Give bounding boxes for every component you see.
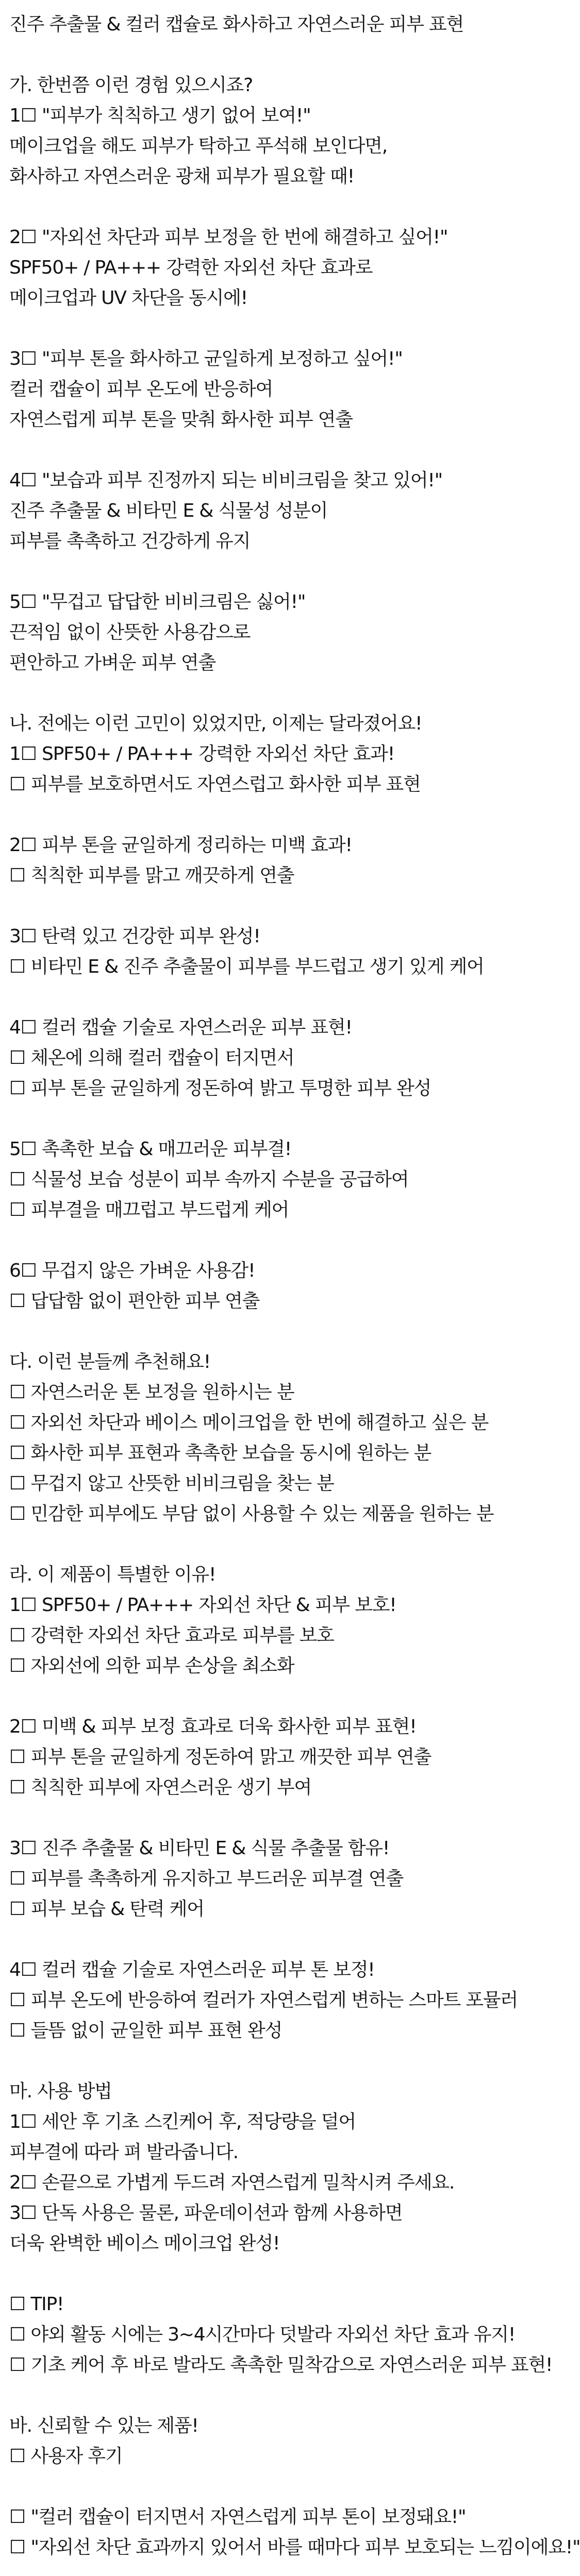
text-line: ☐ 피부를 촉촉하게 유지하고 부드러운 피부결 연출 <box>9 1868 404 1889</box>
spacer <box>9 800 516 830</box>
text-line: 화사하고 자연스러운 광채 피부가 필요할 때! <box>9 166 354 187</box>
text-line: 1☐ SPF50+ / PA+++ 강력한 자외선 차단 효과! <box>9 743 394 765</box>
spacer <box>9 1104 516 1134</box>
text-line: 자연스럽게 피부 톤을 맞춰 화사한 피부 연출 <box>9 409 353 430</box>
spacer <box>9 2471 516 2502</box>
text-line: ☐ 체온에 의해 컬러 캡슐이 터지면서 <box>9 1047 294 1069</box>
text-line: SPF50+ / PA+++ 강력한 자외선 차단 효과로 <box>9 257 373 278</box>
text-line: 2☐ 피부 톤을 균일하게 정리하는 미백 효과! <box>9 835 352 856</box>
spacer <box>9 1681 516 1711</box>
section-heading: 라. 이 제품이 특별한 이유! <box>9 1564 216 1585</box>
spacer <box>9 2380 516 2411</box>
text-line: ☐ 민감한 피부에도 부담 없이 사용할 수 있는 제품을 원하는 분 <box>9 1503 494 1524</box>
spacer <box>9 40 516 70</box>
text-line: ☐ 피부결을 매끄럽고 부드럽게 케어 <box>9 1199 289 1221</box>
spacer <box>9 2563 516 2576</box>
spacer <box>9 313 516 344</box>
spacer <box>9 1924 516 1955</box>
spacer <box>9 1529 516 1560</box>
text-line: 메이크업과 UV 차단을 동시에! <box>9 287 247 309</box>
spacer <box>9 1803 516 1833</box>
text-line: ☐ 무겁지 않고 산뜻한 비비크림을 찾는 분 <box>9 1473 334 1494</box>
text-line: 3☐ "피부 톤을 화사하고 균일하게 보정하고 싶어!" <box>9 348 403 369</box>
text-line: 3☐ 단독 사용은 물론, 파운데이션과 함께 사용하면 <box>9 2202 403 2224</box>
text-line: 편안하고 가벼운 피부 연출 <box>9 652 216 673</box>
text-line: ☐ 피부를 보호하면서도 자연스럽고 화사한 피부 표현 <box>9 774 421 795</box>
text-line: ☐ 비타민 E & 진주 추출물이 피부를 부드럽고 생기 있게 케어 <box>9 956 484 977</box>
spacer <box>9 678 516 708</box>
text-line: 피부결에 따라 펴 발라줍니다. <box>9 2142 238 2163</box>
text-line: 4☐ 컬러 캡슐 기술로 자연스러운 피부 표현! <box>9 1017 352 1038</box>
text-line: ☐ TIP! <box>9 2294 64 2315</box>
text-line: 2☐ 미백 & 피부 보정 효과로 더욱 화사한 피부 표현! <box>9 1716 417 1737</box>
sections-container <box>9 70 580 2576</box>
spacer <box>9 1225 516 1256</box>
spacer <box>9 891 516 921</box>
page-title: 진주 추출물 & 컬러 캡슐로 화사하고 자연스러운 피부 표현 <box>9 14 464 35</box>
section-heading: 다. 이런 분들께 추천해요! <box>9 1351 210 1372</box>
text-line: 진주 추출물 & 비타민 E & 식물성 성분이 <box>9 500 328 521</box>
text-line: 5☐ 촉촉한 보습 & 매끄러운 피부결! <box>9 1139 292 1160</box>
spacer <box>9 2259 516 2289</box>
section-heading: 마. 사용 방법 <box>9 2081 112 2102</box>
text-line: 1☐ 세안 후 기초 스킨케어 후, 적당량을 덜어 <box>9 2111 356 2132</box>
text-line: ☐ 칙칙한 피부에 자연스러운 생기 부여 <box>9 1777 311 1798</box>
text-line: 피부를 촉촉하고 건강하게 유지 <box>9 531 251 552</box>
text-line: ☐ 강력한 자외선 차단 효과로 피부를 보호 <box>9 1625 334 1646</box>
text-line: ☐ 야외 활동 시에는 3~4시간마다 덧발라 자외선 차단 효과 유지! <box>9 2324 516 2345</box>
spacer <box>9 192 516 222</box>
text-line: 3☐ 탄력 있고 건강한 피부 완성! <box>9 926 260 947</box>
spacer <box>9 982 516 1012</box>
section-heading: 바. 신뢰할 수 있는 제품! <box>9 2415 198 2436</box>
spacer <box>9 435 516 465</box>
spacer <box>9 556 516 587</box>
text-line: ☐ 자연스러운 톤 보정을 원하시는 분 <box>9 1382 294 1403</box>
text-line: 2☐ 손끝으로 가볍게 두드려 자연스럽게 밀착시켜 주세요. <box>9 2172 455 2193</box>
text-line: 더욱 완벽한 베이스 메이크업 완성! <box>9 2233 280 2254</box>
text-line: 1☐ "피부가 칙칙하고 생기 없어 보여!" <box>9 105 311 126</box>
text-line: 4☐ 컬러 캡슐 기술로 자연스러운 피부 톤 보정! <box>9 1959 375 1980</box>
text-line: ☐ 피부 톤을 균일하게 정돈하여 밝고 투명한 피부 완성 <box>9 1078 432 1099</box>
text-line: ☐ 칙칙한 피부를 맑고 깨끗하게 연출 <box>9 865 294 886</box>
text-line: ☐ 피부 온도에 반응하여 컬러가 자연스럽게 변하는 스마트 포뮬러 <box>9 1990 518 2011</box>
text-line: 끈적임 없이 산뜻한 사용감으로 <box>9 622 251 643</box>
section-heading: 가. 한번쯤 이런 경험 있으시죠? <box>9 75 253 96</box>
text-line: ☐ 사용자 후기 <box>9 2446 123 2467</box>
text-line: 컬러 캡슐이 피부 온도에 반응하여 <box>9 379 273 400</box>
section-heading: 나. 전에는 이런 고민이 있었지만, 이제는 달라졌어요! <box>9 713 422 734</box>
spacer <box>9 1316 516 1347</box>
text-line: 6☐ 무겁지 않은 가벼운 사용감! <box>9 1260 255 1281</box>
text-line: ☐ "자외선 차단 효과까지 있어서 바를 때마다 피부 보호되는 느낌이에요!" <box>9 2537 580 2558</box>
text-line: 2☐ "자외선 차단과 피부 보정을 한 번에 해결하고 싶어!" <box>9 227 448 248</box>
text-line: ☐ 피부 보습 & 탄력 케어 <box>9 1899 204 1920</box>
text-line: 4☐ "보습과 피부 진정까지 되는 비비크림을 찾고 있어!" <box>9 470 442 491</box>
text-line: ☐ "컬러 캡슐이 터지면서 자연스럽게 피부 톤이 보정돼요!" <box>9 2506 466 2528</box>
text-line: 5☐ "무겁고 답답한 비비크림은 싫어!" <box>9 591 306 613</box>
spacer <box>9 2046 516 2076</box>
text-line: ☐ 자외선에 의한 피부 손상을 최소화 <box>9 1655 294 1676</box>
text-line: ☐ 화사한 피부 표현과 촉촉한 보습을 동시에 원하는 분 <box>9 1443 432 1464</box>
text-line: ☐ 기초 케어 후 바로 발라도 촉촉한 밀착감으로 자연스러운 피부 표현! <box>9 2354 553 2376</box>
text-line: ☐ 피부 톤을 균일하게 정돈하여 맑고 깨끗한 피부 연출 <box>9 1747 432 1768</box>
text-line: ☐ 자외선 차단과 베이스 메이크업을 한 번에 해결하고 싶은 분 <box>9 1412 489 1433</box>
text-line: 3☐ 진주 추출물 & 비타민 E & 식물 추출물 함유! <box>9 1838 390 1859</box>
text-line: ☐ 들뜸 없이 균일한 피부 표현 완성 <box>9 2020 283 2041</box>
text-line: 메이크업을 해도 피부가 탁하고 푸석해 보인다면, <box>9 135 387 157</box>
text-line: ☐ 식물성 보습 성분이 피부 속까지 수분을 공급하여 <box>9 1169 409 1190</box>
text-line: 1☐ SPF50+ / PA+++ 자외선 차단 & 피부 보호! <box>9 1595 396 1616</box>
text-line: ☐ 답답함 없이 편안한 피부 연출 <box>9 1291 260 1312</box>
